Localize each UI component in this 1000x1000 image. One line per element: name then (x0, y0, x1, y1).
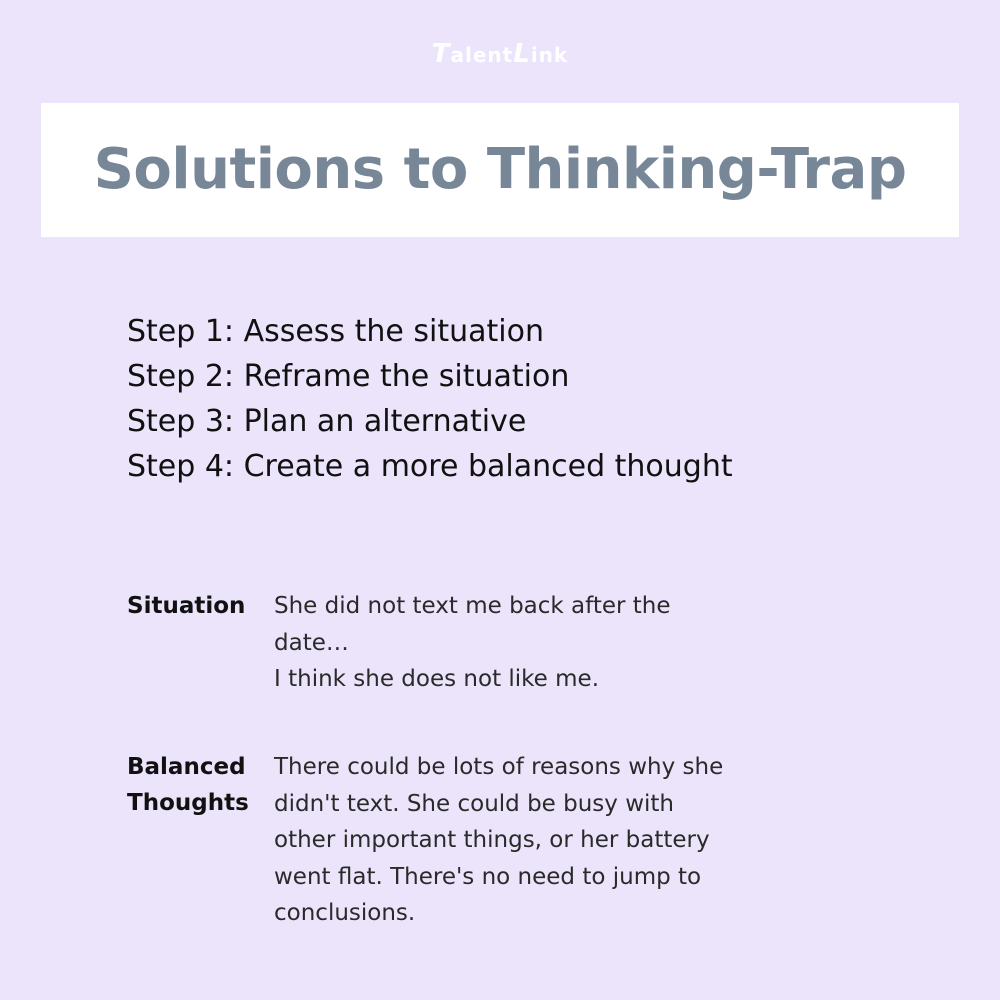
balanced-line: There could be lots of reasons why she (274, 754, 724, 780)
situation-label: Situation (127, 593, 246, 619)
balanced-line: other important things, or her battery (274, 827, 710, 853)
logo-text-alent: alent (450, 43, 514, 67)
balanced-line: went flat. There's no need to jump to (274, 863, 702, 890)
balanced-label-line: Thoughts (127, 790, 249, 816)
talentlink-logo (0, 40, 1000, 69)
balanced-thoughts-label (127, 749, 267, 821)
title-banner (41, 103, 959, 237)
logo-initial-t: T (431, 39, 451, 69)
balanced-line: didn't text. She could be busy with (274, 790, 675, 817)
step-item: Step 3: Plan an alternative (127, 404, 527, 439)
situation-line: I think she does not like me. (274, 666, 600, 692)
logo-text-ink: ink (530, 43, 569, 67)
step-item: Step 2: Reframe the situation (127, 359, 570, 394)
situation-text (274, 588, 744, 698)
balanced-line: conclusions. (274, 900, 416, 926)
logo-initial-l: L (513, 39, 531, 69)
balanced-thoughts-text (274, 749, 744, 932)
step-item: Step 1: Assess the situation (127, 314, 544, 349)
situation-line: She did not text me back after the date… (274, 593, 671, 656)
page-title: Solutions to Thinking-Trap (93, 137, 907, 202)
step-item: Step 4: Create a more balanced thought (127, 449, 733, 484)
steps-list (127, 309, 733, 489)
balanced-label-line: Balanced (127, 754, 246, 780)
